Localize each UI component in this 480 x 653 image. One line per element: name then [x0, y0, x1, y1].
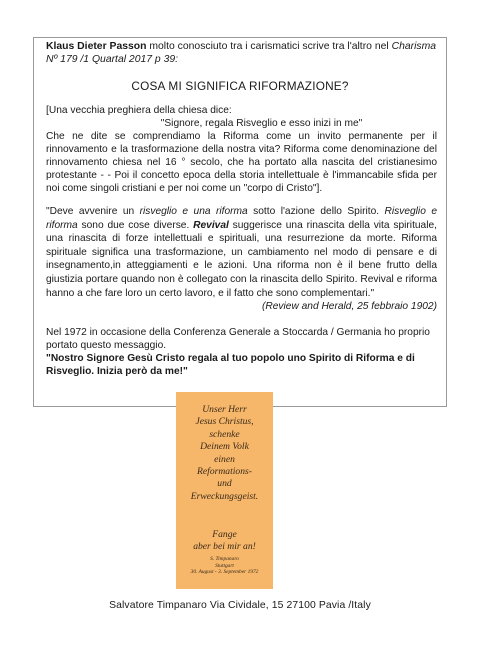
card-verse [176, 404, 273, 503]
prayer-intro: [Una vecchia preghiera della chiesa dice: [46, 105, 232, 116]
card-line: schenke [209, 428, 240, 440]
closing-prayer: "Nostro Signore Gesù Cristo regala al tuo popolo uno Spirito di Riforma e di Risveglio. Inizia però da me!" [46, 353, 415, 377]
magazine-name: Charisma [391, 41, 437, 52]
prayer-card [176, 392, 273, 589]
address-footer: Salvatore Timpanaro Via Cividale, 15 27100 Pavia /Italy [109, 600, 371, 611]
card-line: aber bei mir an! [193, 541, 256, 553]
card-line: Jesus Christus, [195, 416, 254, 428]
card-line: Deinem Volk [200, 441, 249, 453]
review-quote-section [46, 205, 437, 314]
quote-emphasis-1: risveglio e una riforma [139, 206, 248, 217]
card-line: einen [214, 453, 235, 465]
card-sig-line: S. Timpanaro [210, 556, 239, 562]
quote-emphasis-2: Risveglio e riforma [46, 206, 437, 231]
quote-emphasis-3: Revival [193, 219, 229, 231]
reform-body: Che ne dite se comprendiamo la Riforma come un invito permanente per il rinnovamento e la trasformazione della nostra vita? Riforma come denominazione del rinnovamento chiesa nel 16 ° secolo, che ha portato alla nascita del cristianesimo protestante - - Poi il concetto epoca della storia intellettuale è l'immancabile sfida per noi come singoli cristiani e per noi come un "corpo di Cristo"]. [46, 131, 437, 194]
card-line: Unser Herr [202, 404, 247, 415]
card-line: und [217, 478, 232, 490]
quote-part-1: "Deve avvenire un [46, 206, 140, 217]
quote-source: (Review and Herald, 25 febbraio 1902) [262, 301, 437, 313]
magazine-issue: Nº 179 /1 Quartal 2017 p 39: [46, 54, 179, 65]
quote-part-2: sotto l'azione dello Spirito. [247, 206, 385, 217]
card-line: Reformations- [197, 466, 252, 478]
conference-text: Nel 1972 in occasione della Conferenza Generale a Stoccarda / Germania ho proprio portato questo messaggio. [46, 327, 430, 351]
card-line: Fange [212, 529, 237, 540]
quote-part-3: sono due cose diverse. [77, 219, 194, 231]
intro-text: molto conosciuto tra i carismatici scrive tra l'altro nel [146, 41, 392, 52]
card-sig-line: Stuttgart [215, 562, 234, 569]
quote-part-4: suggerisce una rinascita della vita spirituale, una rinascita di forze intellettuali e spirituali, una resurrezione da morte. Riforma spirituale significa una trasformazione, un cambiamento nel modo di pensare e di insegnamento,in atteggiamenti e le azioni. Una riforma non è il bene frutto della giustizia portare quando non è collegato con la rinascita dello Spirito. Revival e riforma hanno a che fare loro un certo lavoro, e il fatto che sono complementari." [46, 219, 437, 299]
church-prayer-section [46, 104, 437, 195]
card-verse-closing [176, 529, 273, 554]
prayer-quote: "Signore, regala Risveglio e esso inizi in me" [160, 118, 363, 129]
card-sig-line: 30. August - 3. September 1972 [190, 569, 259, 576]
page-title: COSA MI SIGNIFICA RIFORMAZIONE? [131, 79, 349, 93]
conference-section [46, 326, 437, 378]
card-signature [176, 556, 273, 576]
card-line: Erweckungsgeist. [190, 490, 259, 502]
author-name: Klaus Dieter Passon [46, 41, 147, 52]
